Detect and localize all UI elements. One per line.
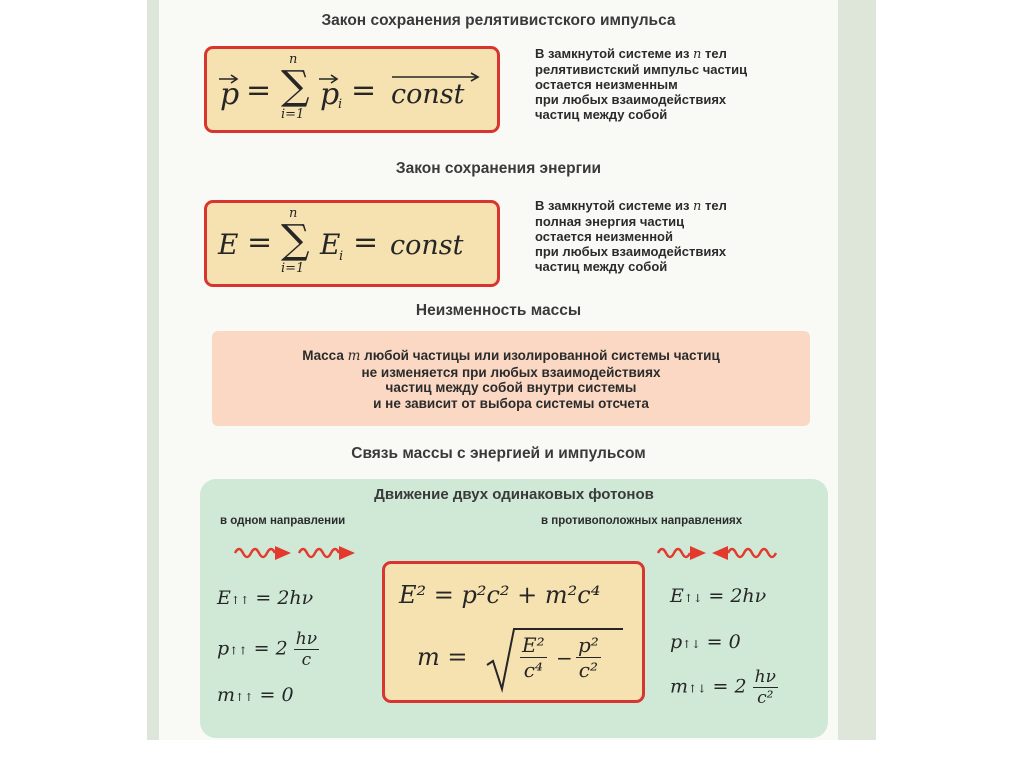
sigma-icon: ∑ [281, 63, 310, 109]
momentum-desc-n: n [693, 47, 702, 62]
energy-eq1: = [247, 225, 273, 260]
mass-text-line3: частиц между собой внутри системы [385, 380, 637, 396]
same-momentum-num: hν [295, 629, 318, 649]
energy-desc-line3: остается неизменной [535, 229, 673, 244]
momentum-description [535, 46, 747, 122]
same-mass-rhs: = 0 [259, 684, 294, 706]
energy-title: Закон сохранения энергии [395, 160, 602, 177]
frac1-den: c⁴ [523, 658, 543, 682]
momentum-term: p [320, 77, 340, 112]
mass-text-line1: любой частицы или изолированной системы частиц [364, 348, 720, 363]
same-energy-symbol: E [217, 587, 231, 609]
mass-text-line4: и не зависит от выбора системы отсчета [373, 395, 649, 411]
energy-desc-line1: В замкнутой системе из [535, 198, 690, 213]
opposite-energy-arrows: ↑↓ [683, 592, 703, 605]
same-energy-arrows: ↑↑ [230, 594, 250, 607]
mass-text-prefix: Масса [302, 348, 344, 363]
mass-energy-title: Связь массы с энергией и импульсом [351, 445, 646, 462]
mass-formula-minus: − [556, 646, 573, 670]
momentum-title: Закон сохранения релятивистского импульса [321, 12, 676, 29]
same-mass-relation [217, 684, 294, 706]
opposite-momentum-relation [670, 631, 741, 653]
same-momentum-symbol: p [217, 637, 230, 660]
energy-sum-lower: i=1 [281, 261, 305, 276]
opposite-direction-label: в противоположных направлениях [541, 515, 743, 527]
photon-panel-title: Движение двух одинаковых фотонов [374, 486, 654, 503]
photons-same-direction-icon [233, 543, 359, 563]
momentum-sum-lower: i=1 [281, 107, 305, 122]
momentum-lhs: p [220, 77, 240, 112]
opposite-momentum-arrows: ↑↓ [682, 638, 701, 651]
energy-sum-upper: n [289, 206, 298, 221]
momentum-formula-box [204, 46, 500, 133]
energy-term: E [320, 228, 341, 261]
opposite-mass-relation [670, 667, 778, 708]
momentum-desc-line3: остается неизменным [535, 77, 678, 92]
energy-description [535, 198, 727, 274]
same-momentum-relation [217, 629, 319, 670]
energy-desc-line4: при любых взаимодействиях [535, 244, 727, 259]
poster [159, 0, 838, 740]
mass-formula-fraction1 [520, 633, 547, 682]
energy-lhs: E [218, 228, 239, 261]
frac2-num: p² [578, 633, 599, 657]
same-energy-relation [217, 587, 313, 609]
opposite-momentum-symbol: p [670, 631, 683, 653]
momentum-sum-upper: n [289, 52, 298, 67]
mass-text-line2: не изменяется при любых взаимодействиях [361, 364, 661, 380]
same-mass-symbol: m [217, 684, 236, 706]
energy-desc-line2: полная энергия частиц [535, 214, 685, 229]
opposite-mass-num: hν [754, 667, 776, 687]
momentum-term-sub: i [338, 97, 343, 112]
same-momentum-fraction [294, 629, 319, 670]
same-momentum-arrows: ↑↑ [229, 644, 248, 658]
photon-panel [200, 479, 828, 738]
momentum-eq1: = [246, 73, 272, 108]
sigma-icon: ∑ [281, 217, 310, 263]
opposite-mass-rhs: = 2 [712, 675, 747, 698]
mass-invariance-panel [212, 331, 810, 426]
momentum-rhs: const [391, 79, 465, 110]
momentum-desc-line5: частиц между собой [535, 107, 668, 122]
mass-text-m: m [347, 348, 361, 364]
opposite-energy-rhs: = 2hν [708, 585, 767, 607]
same-mass-arrows: ↑↑ [235, 691, 254, 704]
mass-invariance-text [212, 348, 810, 411]
energy-momentum-relation: E² = p²c² + m²c⁴ [399, 581, 601, 609]
opposite-mass-den: c² [757, 688, 774, 708]
frac1-num: E² [522, 633, 545, 657]
left-margin-strip [147, 0, 159, 740]
energy-eq2: = [353, 225, 379, 260]
right-margin-strip [838, 0, 876, 740]
mass-energy-formula-box [382, 561, 645, 703]
square-root-icon [485, 625, 625, 695]
momentum-eq2: = [351, 73, 377, 108]
opposite-mass-arrows: ↑↓ [688, 682, 707, 696]
energy-rhs: const [390, 230, 464, 261]
energy-desc-n: n [693, 199, 702, 214]
same-momentum-rhs: = 2 [253, 637, 288, 660]
energy-term-sub: i [339, 249, 344, 264]
same-momentum-den: c [301, 650, 312, 670]
same-energy-rhs: = 2hν [255, 587, 314, 609]
mass-formula-lhs: m = [417, 643, 468, 671]
energy-formula-box [204, 200, 500, 287]
photons-opposite-direction-icon [656, 543, 780, 563]
momentum-desc-line1: В замкнутой системе из [535, 46, 690, 61]
opposite-energy-symbol: E [670, 585, 684, 607]
frac2-den: c² [578, 658, 599, 682]
mass-formula-fraction2 [576, 633, 601, 682]
energy-desc-bodies: тел [705, 198, 727, 213]
momentum-desc-line4: при любых взаимодействиях [535, 92, 727, 107]
same-direction-label: в одном направлении [220, 515, 346, 527]
momentum-desc-line2: релятивистский импульс частиц [535, 62, 748, 77]
opposite-energy-relation [670, 585, 766, 607]
opposite-mass-fraction [753, 667, 778, 708]
energy-desc-line5: частиц между собой [535, 259, 668, 274]
opposite-mass-symbol: m [670, 675, 689, 698]
mass-invariance-title: Неизменность массы [415, 302, 582, 319]
momentum-desc-bodies: тел [705, 46, 727, 61]
opposite-momentum-rhs: = 0 [706, 631, 741, 653]
